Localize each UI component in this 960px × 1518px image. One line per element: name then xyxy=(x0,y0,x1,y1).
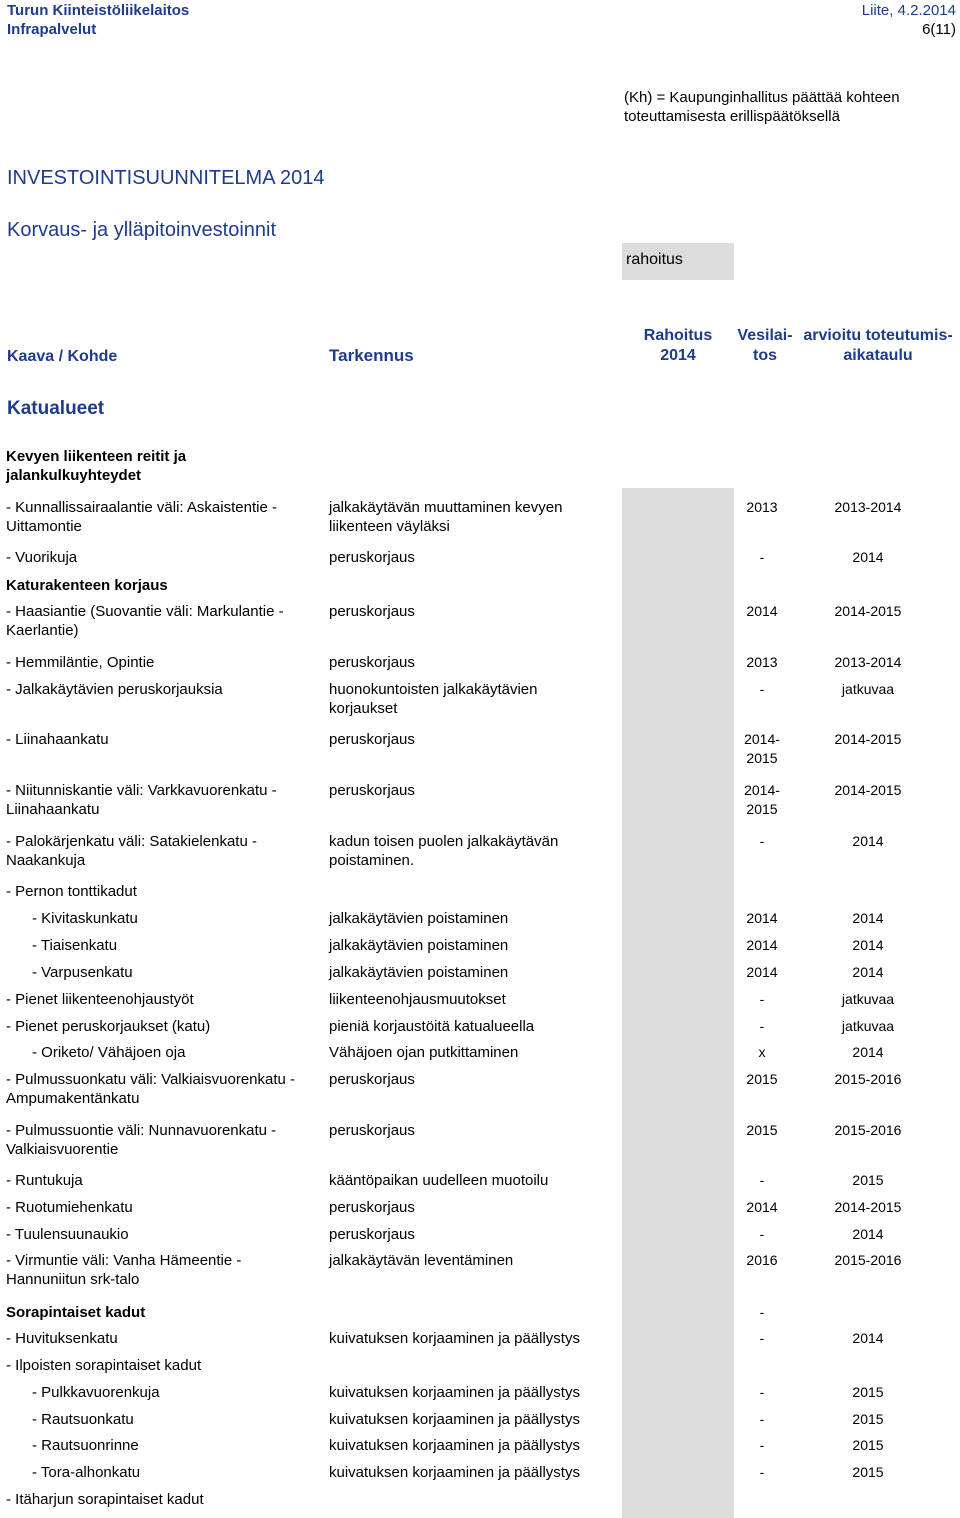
vesilaitos-cell: - xyxy=(759,1172,765,1188)
tarkennus-cell: huonokuntoisten jalkakäytävien xyxy=(329,681,538,698)
page-number: 6(11) xyxy=(922,21,956,38)
tarkennus-cell: peruskorjaus xyxy=(329,549,415,566)
col-tarkennus: Tarkennus xyxy=(329,346,414,365)
aikataulu-cell: 2014 xyxy=(852,937,884,953)
col-aikataulu-line2: aikataulu xyxy=(843,347,913,364)
attachment-label: Liite, 4.2.2014 xyxy=(861,2,956,19)
page-subtitle: Korvaus- ja ylläpitoinvestoinnit xyxy=(7,219,277,241)
vesilaitos-cell: 2014- xyxy=(744,782,780,798)
vesilaitos-cell: 2014 xyxy=(746,1199,778,1215)
kohde-cell: - Tiaisenkatu xyxy=(32,937,118,954)
kohde-cell: - Pulmussuonkatu väli: Valkiaisvuorenkatu - xyxy=(6,1071,296,1088)
tarkennus-cell: kuivatuksen korjaaminen ja päällystys xyxy=(329,1411,580,1428)
tarkennus-cell-line2: korjaukset xyxy=(329,700,398,717)
vesilaitos-cell: 2013 xyxy=(746,499,778,515)
kohde-cell-line2: jalankulkuyhteydet xyxy=(6,467,142,484)
kohde-cell: - Varpusenkatu xyxy=(32,964,133,981)
vesilaitos-cell: - xyxy=(759,833,765,849)
aikataulu-cell: 2014-2015 xyxy=(834,782,902,798)
vesilaitos-cell: 2015 xyxy=(746,1122,778,1138)
aikataulu-cell: jatkuvaa xyxy=(841,681,895,697)
vesilaitos-cell-line2: 2015 xyxy=(746,750,778,766)
aikataulu-cell: 2014-2015 xyxy=(834,603,902,619)
vesilaitos-cell: 2014- xyxy=(744,731,780,747)
kohde-cell-line2: Hannuniitun srk-talo xyxy=(6,1271,140,1288)
tarkennus-cell: jalkakäytävien poistaminen xyxy=(329,937,509,954)
note-line-2: toteuttamisesta erillispäätöksellä xyxy=(624,108,840,125)
tarkennus-cell: kadun toisen puolen jalkakäytävän xyxy=(329,833,559,850)
vesilaitos-cell: 2016 xyxy=(746,1252,778,1268)
tarkennus-cell: pieniä korjaustöitä katualueella xyxy=(329,1018,535,1035)
tarkennus-cell: jalkakäytävän muuttaminen kevyen xyxy=(329,499,563,516)
rahoitus-group-header: rahoitus xyxy=(626,251,683,268)
vesilaitos-cell: 2014 xyxy=(746,910,778,926)
vesilaitos-cell: - xyxy=(759,1330,765,1346)
kohde-cell-line2: Naakankuja xyxy=(6,852,86,869)
aikataulu-cell: jatkuvaa xyxy=(841,991,895,1007)
kohde-cell: Katurakenteen korjaus xyxy=(6,577,168,594)
kohde-cell-line2: Ampumakentänkatu xyxy=(6,1090,140,1107)
aikataulu-cell: 2014 xyxy=(852,549,884,565)
tarkennus-cell: peruskorjaus xyxy=(329,603,415,620)
aikataulu-cell: 2014 xyxy=(852,1044,884,1060)
aikataulu-cell: 2014 xyxy=(852,964,884,980)
kohde-cell: - Ruotumiehenkatu xyxy=(6,1199,133,1216)
page-title: INVESTOINTISUUNNITELMA 2014 xyxy=(7,167,325,189)
vesilaitos-cell: 2015 xyxy=(746,1071,778,1087)
kohde-cell: - Kivitaskunkatu xyxy=(32,910,138,927)
vesilaitos-cell: - xyxy=(759,549,765,565)
aikataulu-cell: jatkuvaa xyxy=(841,1018,895,1034)
tarkennus-cell: peruskorjaus xyxy=(329,654,415,671)
kohde-cell: - Virmuntie väli: Vanha Hämeentie - xyxy=(6,1252,242,1269)
kohde-cell: Kevyen liikenteen reitit ja xyxy=(6,448,187,465)
note-line-1: (Kh) = Kaupunginhallitus päättää kohteen xyxy=(624,89,900,106)
col-vesilaitos-line1: Vesilai- xyxy=(737,327,793,344)
aikataulu-cell: 2015-2016 xyxy=(834,1122,902,1138)
vesilaitos-cell: - xyxy=(759,1411,765,1427)
kohde-cell: - Tora-alhonkatu xyxy=(32,1464,141,1481)
aikataulu-cell: 2015 xyxy=(852,1464,884,1480)
vesilaitos-cell: 2013 xyxy=(746,654,778,670)
section-heading: Katualueet xyxy=(7,398,105,419)
kohde-cell: - Rautsuonrinne xyxy=(32,1437,139,1454)
tarkennus-cell: peruskorjaus xyxy=(329,1199,415,1216)
tarkennus-cell: kuivatuksen korjaaminen ja päällystys xyxy=(329,1464,580,1481)
aikataulu-cell: 2013-2014 xyxy=(834,499,902,515)
kohde-cell: - Pulmussuontie väli: Nunnavuorenkatu - xyxy=(6,1122,277,1139)
vesilaitos-cell: x xyxy=(758,1044,766,1060)
kohde-cell: - Tuulensuunaukio xyxy=(6,1226,129,1243)
kohde-cell: - Liinahaankatu xyxy=(6,731,109,748)
kohde-cell: - Vuorikuja xyxy=(6,549,78,566)
aikataulu-cell: 2015-2016 xyxy=(834,1071,902,1087)
tarkennus-cell: jalkakäytävien poistaminen xyxy=(329,910,509,927)
vesilaitos-cell: - xyxy=(759,1464,765,1480)
aikataulu-cell: 2015 xyxy=(852,1437,884,1453)
kohde-cell: - Runtukuja xyxy=(6,1172,83,1189)
aikataulu-cell: 2014 xyxy=(852,1226,884,1242)
col-kohde: Kaava / Kohde xyxy=(7,348,118,365)
org-name: Turun Kiinteistöliikelaitos xyxy=(7,2,190,19)
aikataulu-cell: 2014 xyxy=(852,833,884,849)
aikataulu-cell: 2015 xyxy=(852,1384,884,1400)
aikataulu-cell: 2014-2015 xyxy=(834,731,902,747)
kohde-cell: - Huvituksenkatu xyxy=(6,1330,118,1347)
col-rahoitus-line1: Rahoitus xyxy=(643,327,713,344)
kohde-cell: - Palokärjenkatu väli: Satakielenkatu - xyxy=(6,833,257,850)
tarkennus-cell: peruskorjaus xyxy=(329,782,415,799)
aikataulu-cell: 2014 xyxy=(852,910,884,926)
tarkennus-cell-line2: liikenteen väyläksi xyxy=(329,518,450,535)
aikataulu-cell: 2015-2016 xyxy=(834,1252,902,1268)
vesilaitos-cell: 2014 xyxy=(746,964,778,980)
vesilaitos-cell: 2014 xyxy=(746,937,778,953)
tarkennus-cell: peruskorjaus xyxy=(329,731,415,748)
tarkennus-cell: peruskorjaus xyxy=(329,1122,415,1139)
kohde-cell: - Pienet peruskorjaukset (katu) xyxy=(6,1018,211,1035)
kohde-cell: - Ilpoisten sorapintaiset kadut xyxy=(6,1357,202,1374)
tarkennus-cell-line2: poistaminen. xyxy=(329,852,415,869)
kohde-cell: - Kunnallissairaalantie väli: Askaistentie - xyxy=(6,499,277,516)
tarkennus-cell: kuivatuksen korjaaminen ja päällystys xyxy=(329,1330,580,1347)
tarkennus-cell: jalkakäytävien poistaminen xyxy=(329,964,509,981)
kohde-cell-line2: Liinahaankatu xyxy=(6,801,100,818)
vesilaitos-cell: 2014 xyxy=(746,603,778,619)
kohde-cell: - Oriketo/ Vähäjoen oja xyxy=(32,1044,186,1061)
kohde-cell: - Pulkkavuorenkuja xyxy=(32,1384,160,1401)
tarkennus-cell: kääntöpaikan uudelleen muotoilu xyxy=(329,1172,549,1189)
kohde-cell: - Niitunniskantie väli: Varkkavuorenkatu - xyxy=(6,782,277,799)
col-vesilaitos-line2: tos xyxy=(753,347,777,364)
tarkennus-cell: peruskorjaus xyxy=(329,1071,415,1088)
vesilaitos-cell: - xyxy=(759,681,765,697)
vesilaitos-cell: - xyxy=(759,991,765,1007)
tarkennus-cell: Vähäjoen ojan putkittaminen xyxy=(329,1044,519,1061)
kohde-cell: - Rautsuonkatu xyxy=(32,1411,134,1428)
kohde-cell: - Pienet liikenteenohjaustyöt xyxy=(6,991,194,1008)
aikataulu-cell: 2015 xyxy=(852,1172,884,1188)
aikataulu-cell: 2013-2014 xyxy=(834,654,902,670)
dept-name: Infrapalvelut xyxy=(7,21,97,38)
vesilaitos-cell: - xyxy=(759,1437,765,1453)
kohde-cell: Sorapintaiset kadut xyxy=(6,1304,146,1321)
kohde-cell: - Haasiantie (Suovantie väli: Markulantie - xyxy=(6,603,284,620)
kohde-cell-line2: Valkiaisvuorentie xyxy=(6,1141,119,1158)
kohde-cell-line2: Kaerlantie) xyxy=(6,622,79,639)
col-rahoitus-line2: 2014 xyxy=(660,347,696,364)
col-aikataulu-line1: arvioitu toteutumis- xyxy=(803,327,953,344)
tarkennus-cell: kuivatuksen korjaaminen ja päällystys xyxy=(329,1384,580,1401)
kohde-cell: - Pernon tonttikadut xyxy=(6,883,137,900)
tarkennus-cell: liikenteenohjausmuutokset xyxy=(329,991,506,1008)
vesilaitos-cell: - xyxy=(759,1304,765,1320)
aikataulu-cell: 2014 xyxy=(852,1330,884,1346)
vesilaitos-cell: - xyxy=(759,1384,765,1400)
aikataulu-cell: 2015 xyxy=(852,1411,884,1427)
vesilaitos-cell: - xyxy=(759,1226,765,1242)
vesilaitos-cell-line2: 2015 xyxy=(746,801,778,817)
tarkennus-cell: peruskorjaus xyxy=(329,1226,415,1243)
tarkennus-cell: jalkakäytävän leventäminen xyxy=(329,1252,514,1269)
tarkennus-cell: kuivatuksen korjaaminen ja päällystys xyxy=(329,1437,580,1454)
kohde-cell: - Hemmiläntie, Opintie xyxy=(6,654,155,671)
kohde-cell: - Itäharjun sorapintaiset kadut xyxy=(6,1491,204,1508)
kohde-cell-line2: Uittamontie xyxy=(6,518,82,535)
kohde-cell: - Jalkakäytävien peruskorjauksia xyxy=(6,681,223,698)
aikataulu-cell: 2014-2015 xyxy=(834,1199,902,1215)
vesilaitos-cell: - xyxy=(759,1018,765,1034)
